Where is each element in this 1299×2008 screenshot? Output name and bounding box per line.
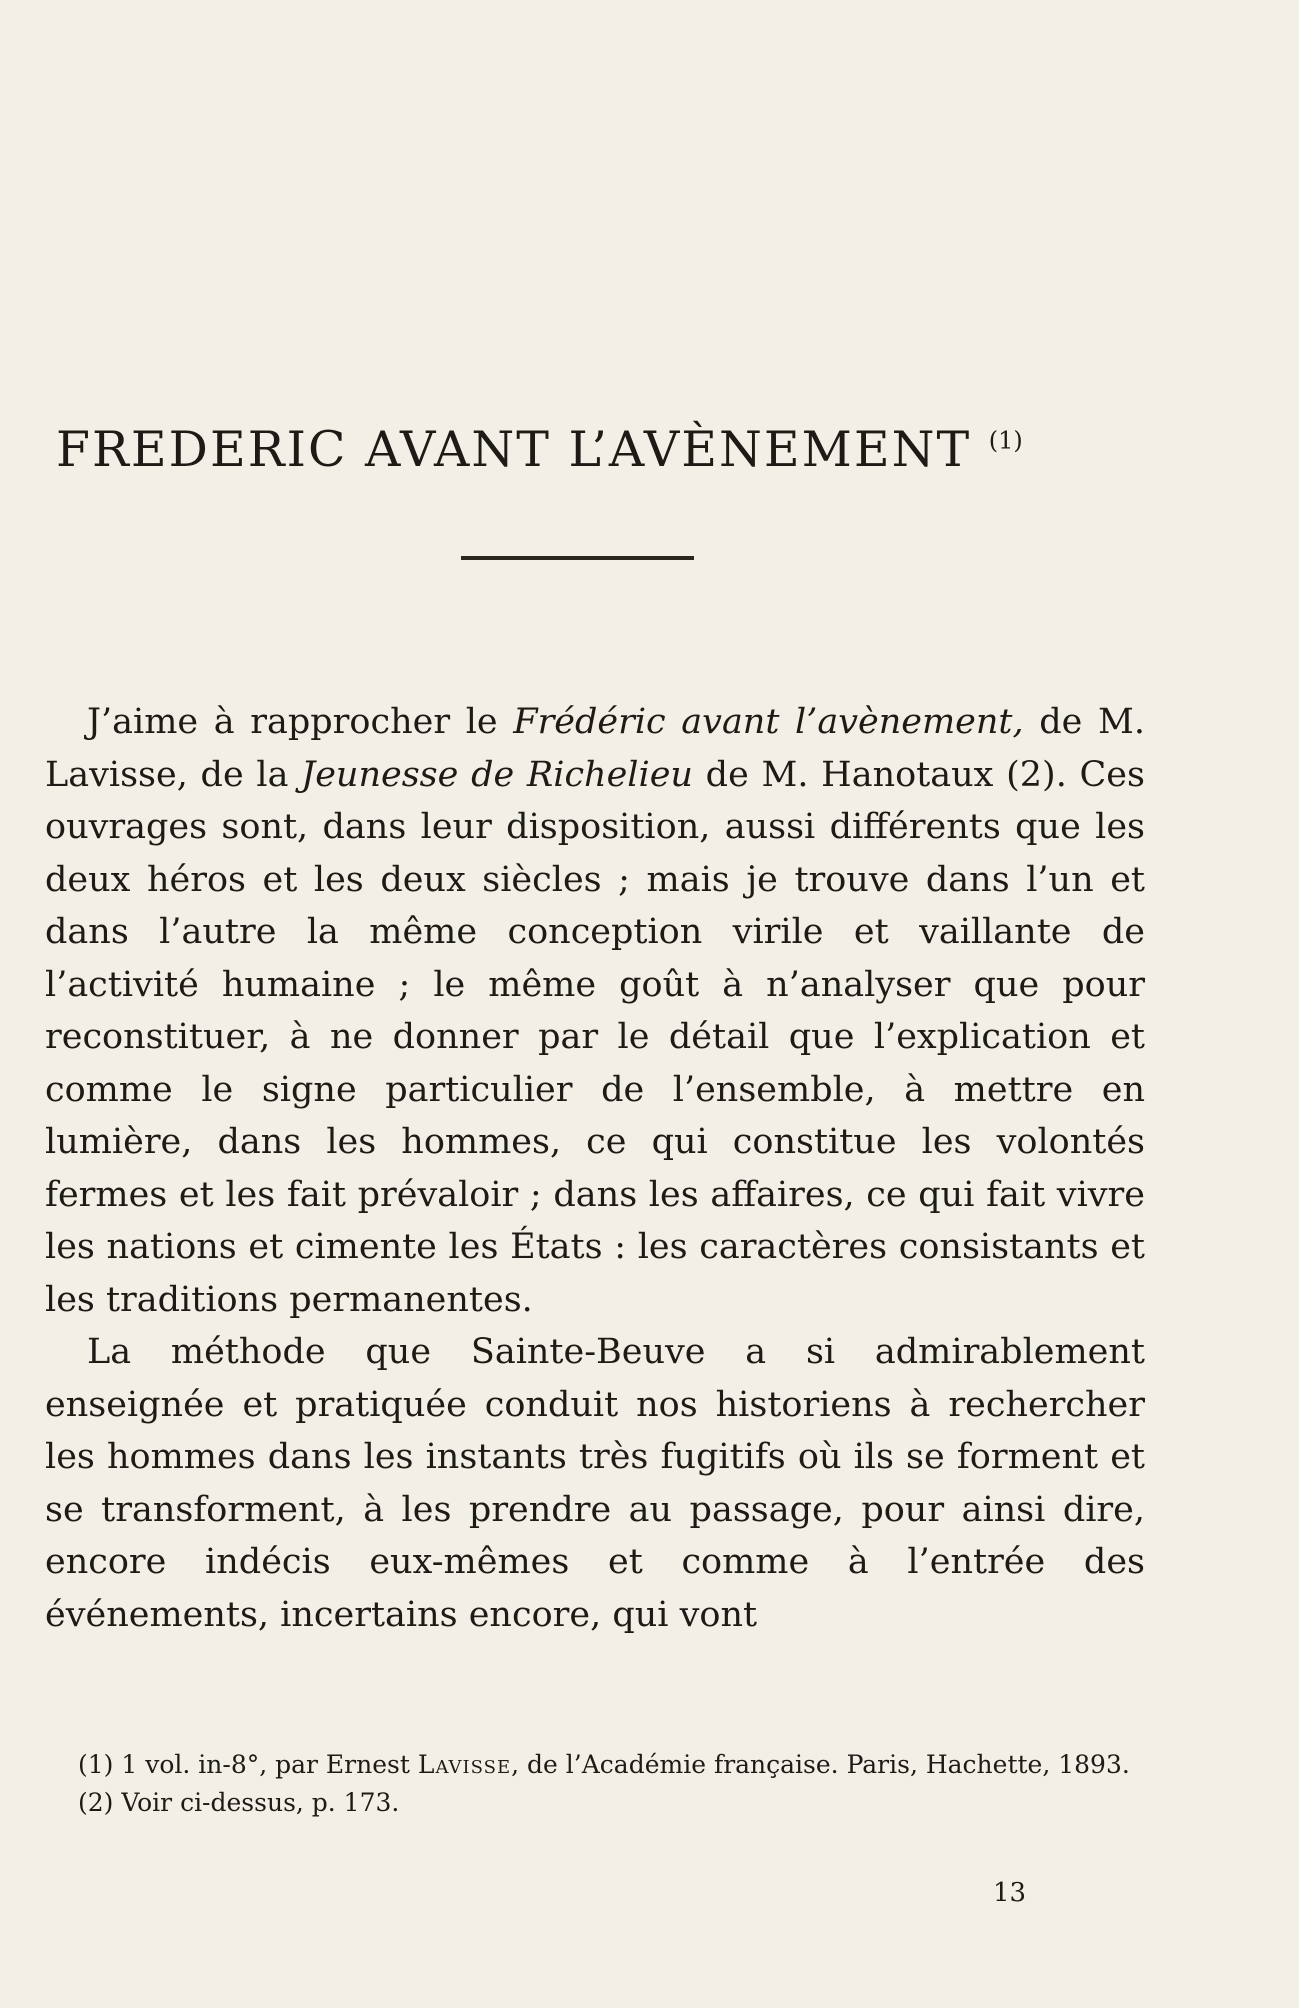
paragraph-1-author-clause: de M. Lavisse, de la	[45, 702, 1145, 795]
paragraph-2: La méthode que Sainte-Beuve a si admirablement enseignée et pratiquée conduit nos historiens à rechercher les hommes dans les instants très fugitifs où ils se forment et se transforment, à les prendre au passage, pour ainsi dire, encore indécis eux-mêmes et comme à l’entrée des événements, incertains encore, qui vont	[45, 1332, 1145, 1635]
author-name: Lavisse	[417, 1750, 512, 1779]
paragraph-1-opening: J’aime à rapprocher le	[87, 702, 514, 742]
title-footnote-reference: (1)	[988, 426, 1023, 455]
chapter-title-text: FREDERIC AVANT L’AVÈNEMENT	[56, 420, 972, 478]
footnotes	[45, 1746, 1145, 1822]
footnote-2: (2) Voir ci-dessus, p. 173.	[78, 1788, 400, 1817]
paragraph-1	[45, 696, 1145, 1326]
title-divider	[461, 556, 694, 560]
main-text	[45, 696, 1145, 1641]
footnote-1-details: , de l’Académie française. Paris, Hachette, 1893.	[511, 1750, 1130, 1779]
chapter-title	[56, 420, 1136, 478]
footnote-1-opening: (1) 1 vol. in-8°, par Ernest	[78, 1750, 418, 1779]
footnote-1	[45, 1746, 1145, 1784]
work-title-richelieu: Jeunesse de Richelieu	[301, 754, 693, 795]
work-title-frederic: Frédéric avant l’avènement,	[513, 702, 1024, 742]
paragraph-1-body: de M. Hanotaux (2). Ces ouvrages sont, dans leur disposition, aussi différents que les deux héros et les deux siècles ; mais je trouve dans l’un et dans l’autre la même conception virile et vaillante de l’activité humaine ; le même goût à n’analyser que pour reconstituer, à ne donner par le détail que l’explication et comme le signe particulier de l’ensemble, à mettre en lumière, dans les hommes, ce qui constitue les volontés fermes et les fait prévaloir ; dans les affaires, ce qui fait vivre les nations et cimente les États : les caractères consistants et les traditions permanentes.	[45, 754, 1145, 1320]
page-number: 13	[993, 1878, 1027, 1908]
